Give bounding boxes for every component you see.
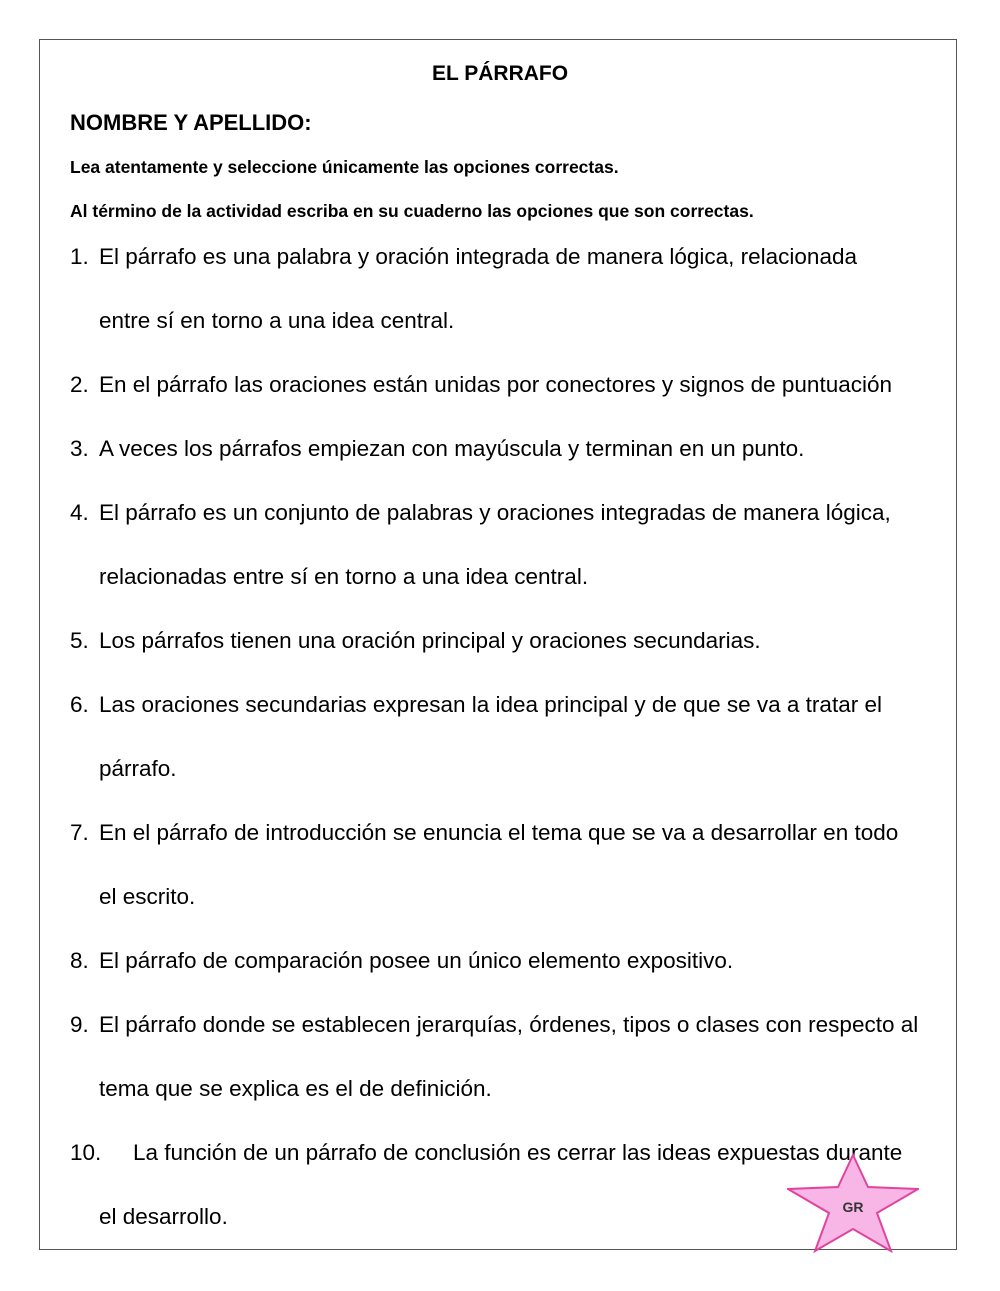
statement-6[interactable] (70, 673, 960, 801)
statement-text-continued: relacionadas entre sí en torno a una idea central. (99, 564, 589, 589)
statement-text-continued: párrafo. (99, 756, 177, 781)
statement-2[interactable] (70, 353, 960, 417)
statement-text-continued: tema que se explica es el de definición. (99, 1076, 492, 1101)
star-badge-text: GR (842, 1199, 864, 1215)
statement-number: 3. (70, 436, 89, 461)
statement-text-continued: el escrito. (99, 884, 196, 909)
statement-text: En el párrafo las oraciones están unidas por conectores y signos de puntuación (99, 372, 892, 397)
statement-text-continued: el desarrollo. (99, 1204, 228, 1229)
statement-text: A veces los párrafos empiezan con mayúscula y terminan en un punto. (99, 436, 805, 461)
statement-text: El párrafo de comparación posee un único elemento expositivo. (99, 948, 734, 973)
page-title: EL PÁRRAFO (431, 62, 569, 85)
instruction-2: Al término de la actividad escriba en su cuaderno las opciones que son correctas. (70, 201, 754, 221)
statement-1[interactable] (70, 225, 960, 353)
statement-number: 7. (70, 820, 89, 845)
statement-text: El párrafo donde se establecen jerarquías, órdenes, tipos o clases con respecto al (99, 1012, 919, 1037)
statement-number: 6. (70, 692, 89, 717)
statement-text-continued: entre sí en torno a una idea central. (99, 308, 455, 333)
statement-number: 10. (70, 1140, 102, 1165)
instruction-1: Lea atentamente y seleccione únicamente las opciones correctas. (70, 157, 619, 177)
statement-9[interactable] (70, 993, 960, 1121)
statement-number: 5. (70, 628, 89, 653)
statement-text: El párrafo es un conjunto de palabras y oraciones integradas de manera lógica, (99, 500, 891, 525)
statement-text: La función de un párrafo de conclusión es cerrar las ideas expuestas durante (133, 1140, 903, 1165)
statement-text: Los párrafos tienen una oración principal y oraciones secundarias. (99, 628, 761, 653)
statement-text: El párrafo es una palabra y oración integrada de manera lógica, relacionada (99, 244, 857, 269)
statement-text: Las oraciones secundarias expresan la idea principal y de que se va a tratar el (99, 692, 882, 717)
name-label: NOMBRE Y APELLIDO: (70, 110, 312, 135)
statement-number: 4. (70, 500, 89, 525)
statement-5[interactable] (70, 609, 960, 673)
statement-list (70, 225, 960, 1249)
statement-4[interactable] (70, 481, 960, 609)
statement-number: 2. (70, 372, 89, 397)
statement-number: 9. (70, 1012, 89, 1037)
statement-number: 8. (70, 948, 89, 973)
statement-number: 1. (70, 244, 89, 269)
statement-text: En el párrafo de introducción se enuncia el tema que se va a desarrollar en todo (99, 820, 899, 845)
statement-7[interactable] (70, 801, 960, 929)
statement-8[interactable] (70, 929, 960, 993)
statement-3[interactable] (70, 417, 960, 481)
